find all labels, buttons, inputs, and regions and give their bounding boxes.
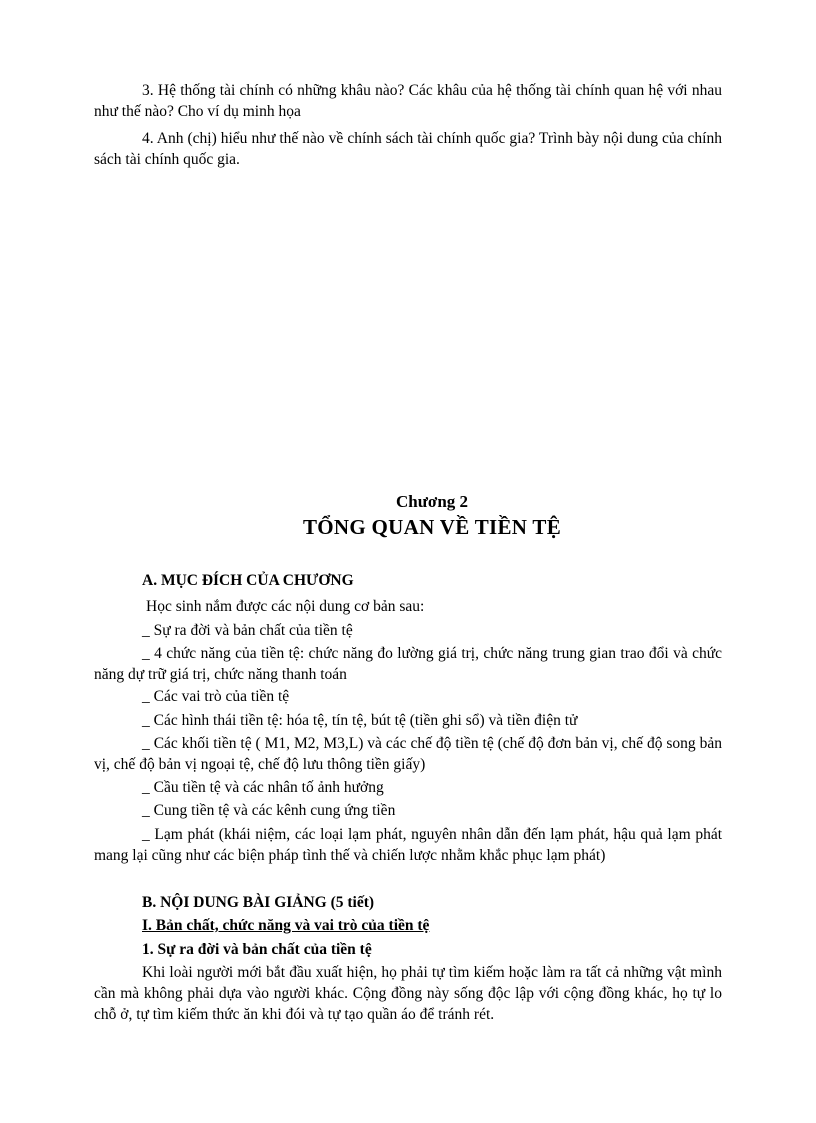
list-item: _ 4 chức năng của tiền tệ: chức năng đo lường giá trị, chức năng trung gian trao đổi và chức năng dự trữ giá trị, chức năng thanh toán — [94, 645, 722, 683]
list-item: _ Các khối tiền tệ ( M1, M2, M3,L) và các chế độ tiền tệ (chế độ đơn bản vị, chế độ song bản vị, chế độ bản vị ngoại tệ, chế độ lưu thông tiền giấy) — [94, 735, 722, 773]
question-4: 4. Anh (chị) hiểu như thế nào về chính sách tài chính quốc gia? Trình bày nội dung của chính sách tài chính quốc gia. — [94, 130, 722, 168]
list-item: _ Các vai trò của tiền tệ — [142, 688, 290, 705]
list-item: _ Cầu tiền tệ và các nhân tố ảnh hưởng — [142, 779, 384, 796]
chapter-title: TỔNG QUAN VỀ TIỀN TỆ — [302, 515, 562, 539]
list-item: _ Cung tiền tệ và các kênh cung ứng tiền — [142, 802, 396, 819]
section-b-subsubheading: 1. Sự ra đời và bản chất của tiền tệ — [142, 941, 372, 958]
section-a-intro: Học sinh nắm được các nội dung cơ bản sau: — [146, 598, 425, 615]
section-b-heading: B. NỘI DUNG BÀI GIẢNG (5 tiết) — [142, 894, 375, 911]
body-paragraph: Khi loài người mới bắt đầu xuất hiện, họ phải tự tìm kiếm hoặc làm ra tất cả những vật mình cần mà không phải dựa vào người khác. Cộng đồng này sống độc lập với cộng đồng khác, họ tự lo chỗ ở, tự tìm kiếm thức ăn khi đói và tự tạo quần áo để tránh rét. — [94, 964, 722, 1023]
chapter-number: Chương 2 — [395, 492, 469, 511]
section-a-heading: A. MỤC ĐÍCH CỦA CHƯƠNG — [142, 572, 354, 589]
list-item: _ Sự ra đời và bản chất của tiền tệ — [142, 622, 353, 639]
list-item: _ Lạm phát (khái niệm, các loại lạm phát, nguyên nhân dẫn đến lạm phát, hậu quả lạm phát mang lại cũng như các biện pháp tình thế và chiến lược nhằm khắc phục lạm phát) — [94, 826, 722, 864]
list-item: _ Các hình thái tiền tệ: hóa tệ, tín tệ, bút tệ (tiền ghi sổ) và tiền điện tử — [142, 712, 578, 729]
section-b-subheading: I. Bản chất, chức năng và vai trò của tiền tệ — [142, 917, 430, 934]
question-3: 3. Hệ thống tài chính có những khâu nào? Các khâu của hệ thống tài chính quan hệ với nhau như thế nào? Cho ví dụ minh họa — [94, 82, 722, 120]
